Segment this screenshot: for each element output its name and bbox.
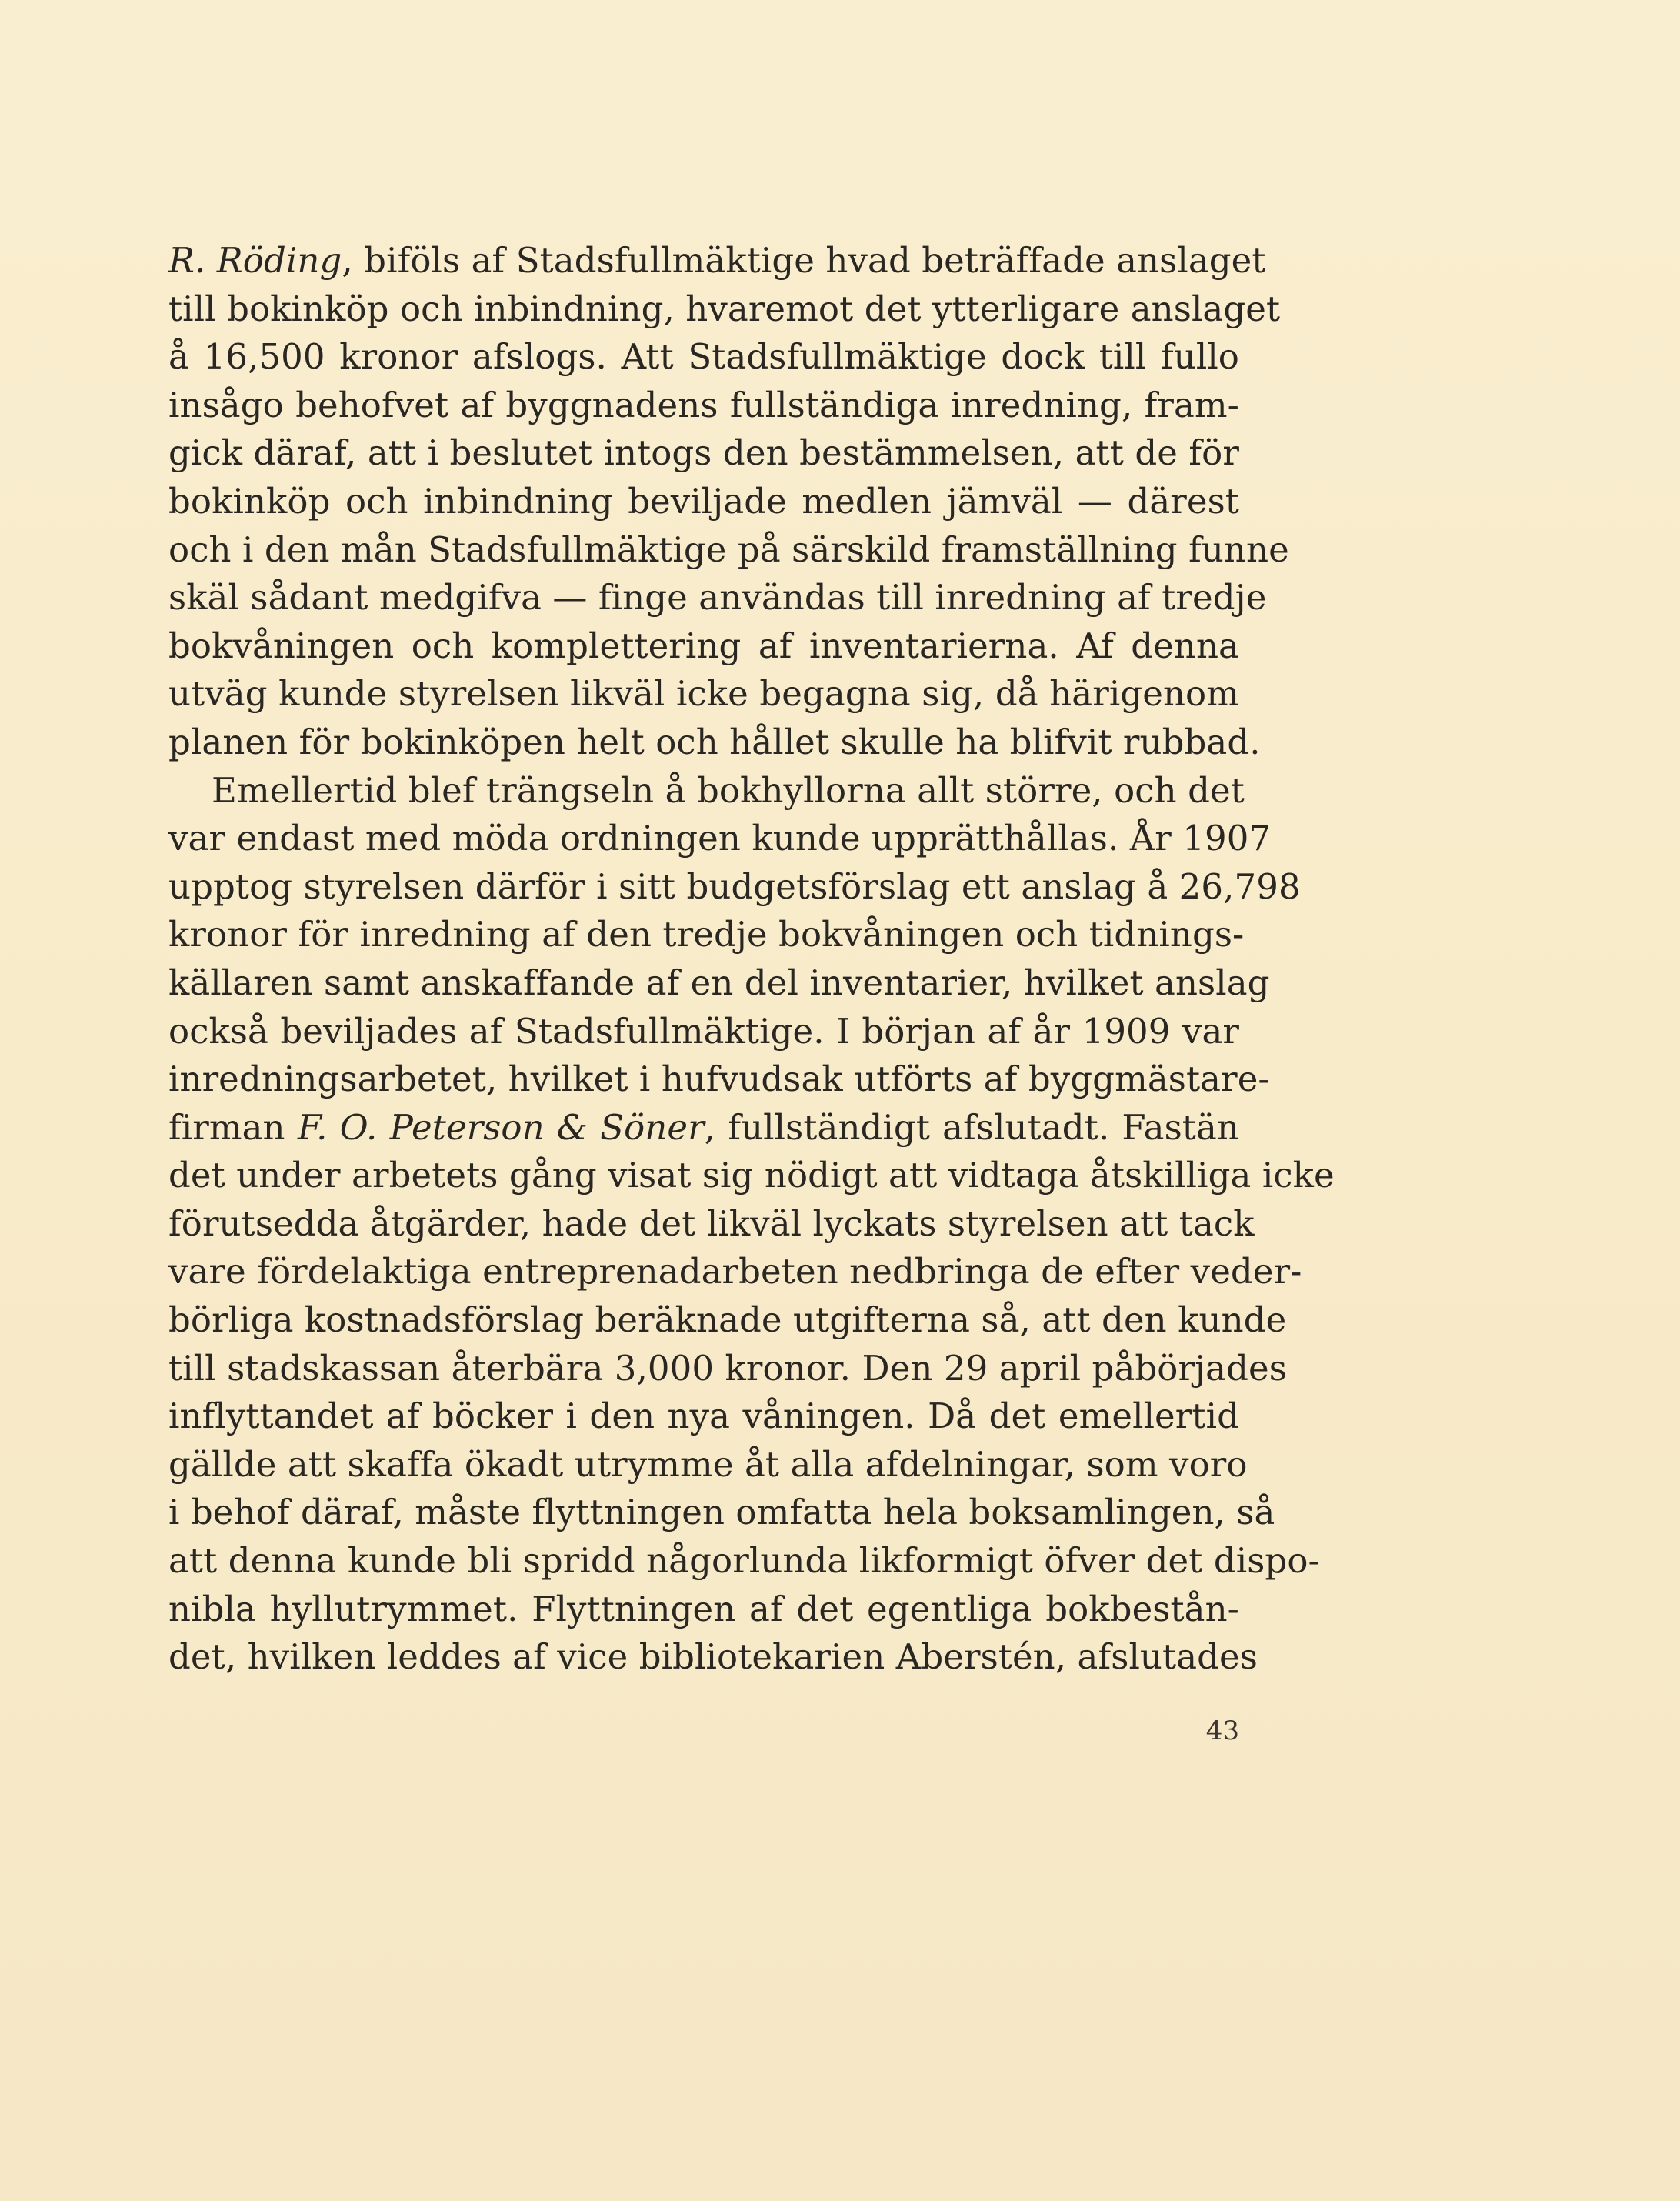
text-line [168,719,1261,767]
text-line [168,1345,1287,1393]
text-run: i behof däraf, måste flyttningen omfatta hela boksamlingen, så [168,1492,1275,1533]
text-line [168,670,1239,719]
text-run: också beviljades af Stadsfullmäktige. I början af år 1909 var [168,1010,1239,1052]
text-run: var endast med möda ordningen kunde upprätthållas. År 1907 [168,818,1272,859]
text-run: gick däraf, att i beslutet intogs den bestämmelsen, att de för [168,432,1239,474]
text-line [168,1537,1320,1586]
text-run: bokinköp och inbindning beviljade medlen jämväl — därest [168,480,1239,522]
text-line [168,526,1289,575]
page-number: 43 [1205,1716,1239,1746]
text-run: vare fördelaktiga entreprenadarbeten nedbringa de efter veder- [168,1251,1302,1292]
text-run: inflyttandet af böcker i den nya våningen. Då det emellertid [168,1396,1239,1437]
body-text [168,237,1335,1682]
italic-text: R. Röding [168,240,342,281]
text-line [168,1633,1258,1682]
text-run: å 16,500 kronor afslogs. Att Stadsfullmäktige dock till fullo [168,336,1239,378]
text-line [168,478,1239,526]
text-line [168,767,1245,815]
text-run: upptog styrelsen därför i sitt budgetsförslag ett anslag å 26,798 [168,865,1301,907]
text-run: det under arbetets gång visat sig nödigt att vidtaga åtskilliga icke [168,1155,1335,1196]
text-run: nibla hyllutrymmet. Flyttningen af det egentliga bokbestån- [168,1588,1239,1629]
text-line [168,574,1267,622]
text-line [168,429,1239,478]
text-line [168,285,1281,334]
text-line [168,382,1239,430]
text-line [168,1200,1255,1249]
text-run: , biföls af Stadsfullmäktige hvad beträffade anslaget [342,240,1266,281]
text-line [168,1392,1239,1441]
text-run: , fullständigt afslutadt. Fastän [704,1106,1239,1148]
text-line [168,1008,1239,1056]
text-run: bokvåningen och komplettering af inventarierna. Af denna [168,625,1239,666]
text-line [168,237,1266,285]
text-line [168,815,1272,863]
text-line [168,1104,1239,1152]
text-line [168,1152,1335,1200]
text-run: insågo behofvet af byggnadens fullständiga inredning, fram- [168,384,1239,425]
text-line [168,1489,1275,1537]
text-run: till stadskassan återbära 3,000 kronor. Den 29 april påbörjades [168,1347,1287,1389]
text-run: planen för bokinköpen helt och hållet skulle ha blifvit rubbad. [168,721,1261,762]
text-line [168,911,1245,959]
text-line [168,1296,1287,1345]
text-line [168,1586,1239,1634]
text-line [168,863,1301,912]
text-run: till bokinköp och inbindning, hvaremot det ytterligare anslaget [168,288,1281,329]
text-run: kronor för inredning af den tredje bokvåningen och tidnings- [168,914,1245,955]
text-line [168,333,1239,382]
text-run: att denna kunde bli spridd någorlunda likformigt öfver det dispo- [168,1540,1320,1582]
text-run: det, hvilken leddes af vice bibliotekarien Aberstén, afslutades [168,1636,1258,1678]
text-run: inredningsarbetet, hvilket i hufvudsak utförts af byggmästare- [168,1059,1270,1100]
text-run: börliga kostnadsförslag beräknade utgifterna så, att den kunde [168,1299,1287,1341]
text-run: Emellertid blef trängseln å bokhyllorna allt större, och det [212,769,1245,811]
text-line [168,1055,1270,1104]
text-run: förutsedda åtgärder, hade det likväl lyckats styrelsen att tack [168,1202,1255,1244]
italic-text: F. O. Peterson & Söner [297,1106,705,1148]
text-line [168,959,1270,1008]
text-run: skäl sådant medgifva — finge användas till inredning af tredje [168,577,1267,619]
text-line [168,1441,1248,1489]
text-run: och i den mån Stadsfullmäktige på särskild framställning funne [168,529,1289,570]
text-line [168,1248,1302,1296]
text-run: firman [168,1106,298,1148]
text-line [168,622,1239,671]
text-run: källaren samt anskaffande af en del inventarier, hvilket anslag [168,962,1270,1003]
text-run: utväg kunde styrelsen likväl icke begagna sig, då härigenom [168,673,1239,715]
text-run: gällde att skaffa ökadt utrymme åt alla afdelningar, som voro [168,1443,1248,1485]
